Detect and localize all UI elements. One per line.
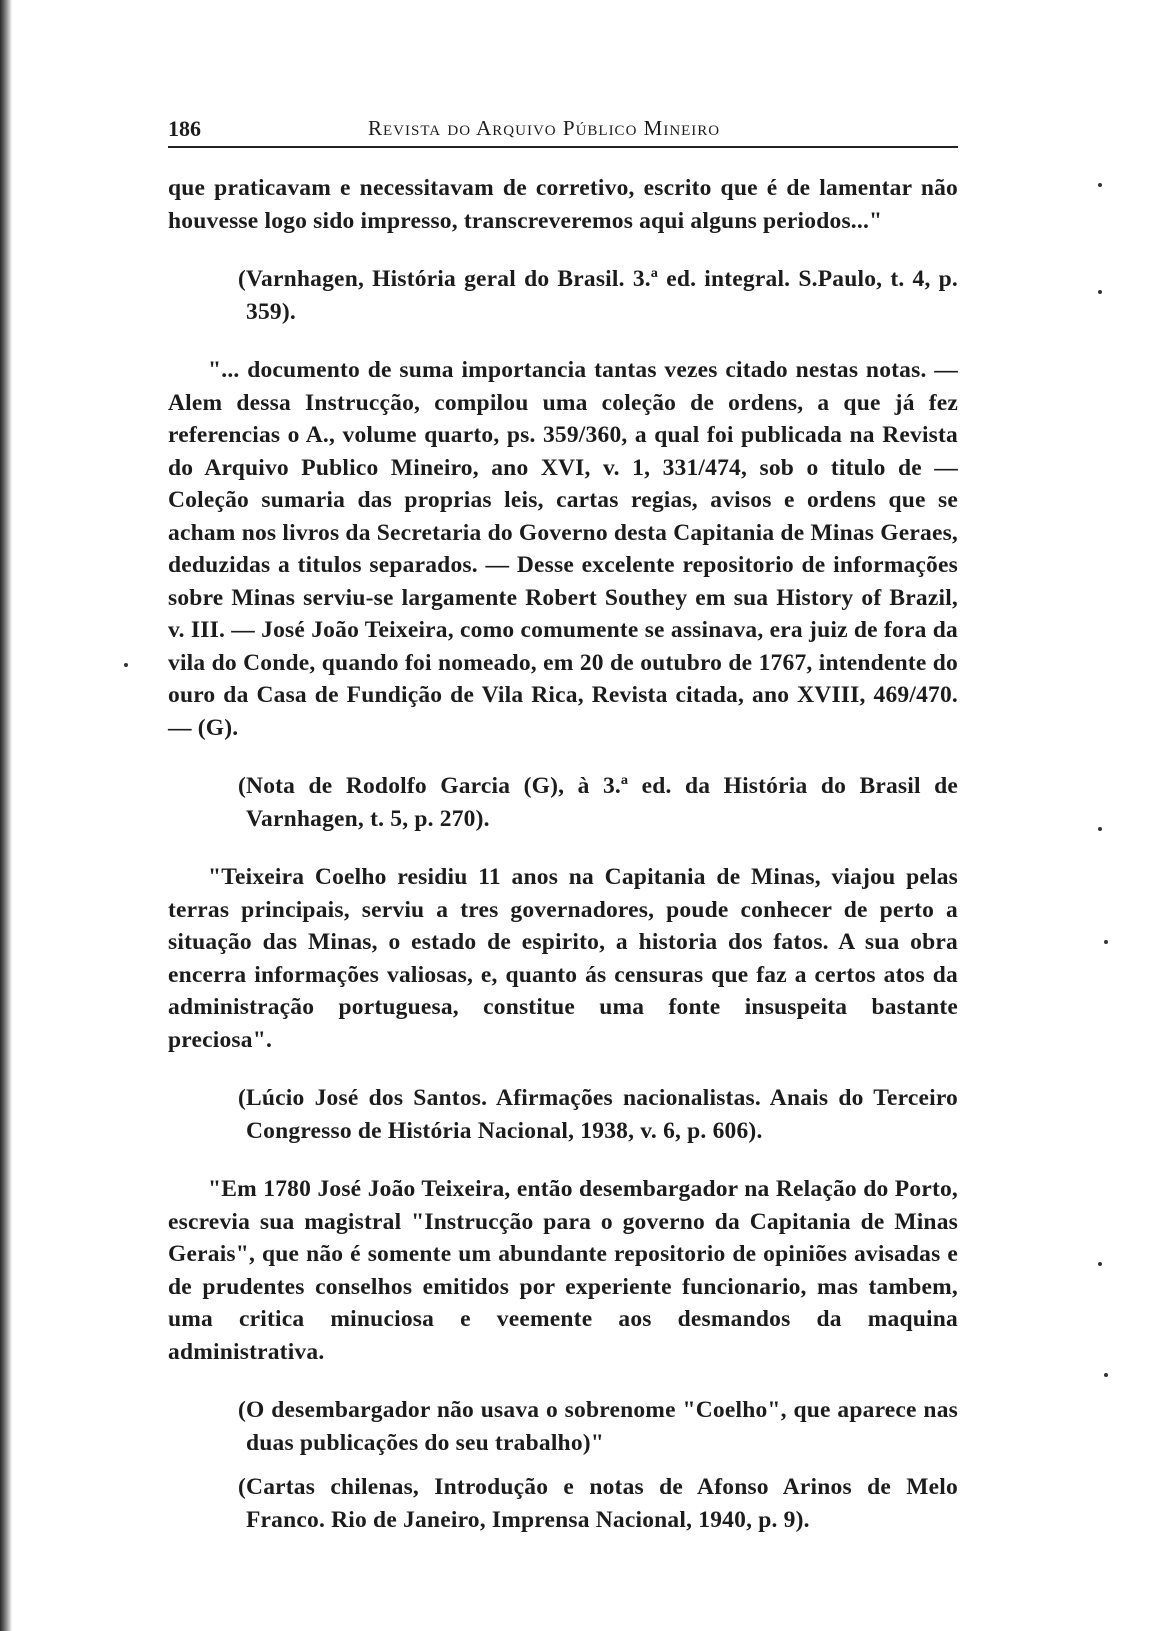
paragraph-2: "... documento de suma importancia tantas vezes citado nestas notas. — Alem dessa Instrucção, compilou uma coleção de ordens, a que já fez referencias o A., volume quarto, ps. 359/360, a qual foi publicada na Revista do Arquivo Publico Mineiro, ano XVI, v. 1, 331/474, sob o titulo de — Coleção sumaria das proprias leis, cartas regias, avisos e ordens que se acham nos livros da Secretaria do Governo desta Capitania de Minas Geraes, deduzidas a titulos separados. — Desse excelente repositorio de informações sobre Minas serviu-se largamente Robert Southey em sua History of Brazil, v. III. — José João Teixeira, como comumente se assinava, era juiz de fora da vila do Conde, quando foi nomeado, em 20 de outubro de 1767, intendente do ouro da Casa de Fundição de Vila Rica, Revista citada, ano XVIII, 469/470. — (G). [168, 357, 958, 741]
scan-speck [1098, 183, 1102, 187]
citation-desembargador: (O desembargador não usava o sobrenome "Coelho", que aparece nas duas publicações do seu trabalho)" [238, 1397, 958, 1456]
paragraph-1: que praticavam e necessitavam de corretivo, escrito que é de lamentar não houvesse logo sido impresso, transcreveremos aqui alguns periodos..." [168, 175, 958, 234]
body-text [168, 172, 958, 1536]
citation-garcia: (Nota de Rodolfo Garcia (G), à 3.ª ed. da História do Brasil de Varnhagen, t. 5, p. 270). [238, 773, 958, 832]
scan-speck [1098, 290, 1102, 294]
scan-speck [1104, 1373, 1108, 1377]
citation-varnhagen: (Varnhagen, História geral do Brasil. 3.ª ed. integral. S.Paulo, t. 4, p. 359). [238, 266, 958, 325]
document-page [168, 112, 958, 1536]
scan-speck [1098, 1262, 1102, 1266]
citation-cartas-chilenas: (Cartas chilenas, Introdução e notas de Afonso Arinos de Melo Franco. Rio de Janeiro, Imprensa Nacional, 1940, p. 9). [238, 1474, 958, 1533]
scan-speck [124, 663, 128, 667]
scan-edge [0, 0, 12, 1631]
citation-santos: (Lúcio José dos Santos. Afirmações nacionalistas. Anais do Terceiro Congresso de História Nacional, 1938, v. 6, p. 606). [238, 1085, 958, 1144]
page-header [168, 112, 958, 148]
paragraph-4: "Em 1780 José João Teixeira, então desembargador na Relação do Porto, escrevia sua magistral "Instrucção para o governo da Capitania de Minas Gerais", que não é somente um abundante repositorio de opiniões avisadas e de prudentes conselhos emitidos por experiente funcionario, mas tambem, uma critica minuciosa e veemente aos desmandos da maquina administrativa. [168, 1176, 958, 1365]
scan-speck [1104, 940, 1108, 944]
scan-speck [1098, 827, 1102, 831]
page-number: 186 [168, 116, 201, 141]
running-title: Revista do Arquivo Público Mineiro [368, 116, 721, 140]
paragraph-3: "Teixeira Coelho residiu 11 anos na Capitania de Minas, viajou pelas terras principais, serviu a tres governadores, poude conhecer de perto a situação das Minas, o estado de espirito, a historia dos fatos. A sua obra encerra informações valiosas, e, quanto ás censuras que faz a certos atos da administração portuguesa, constitue uma fonte insuspeita bastante preciosa". [168, 864, 958, 1053]
